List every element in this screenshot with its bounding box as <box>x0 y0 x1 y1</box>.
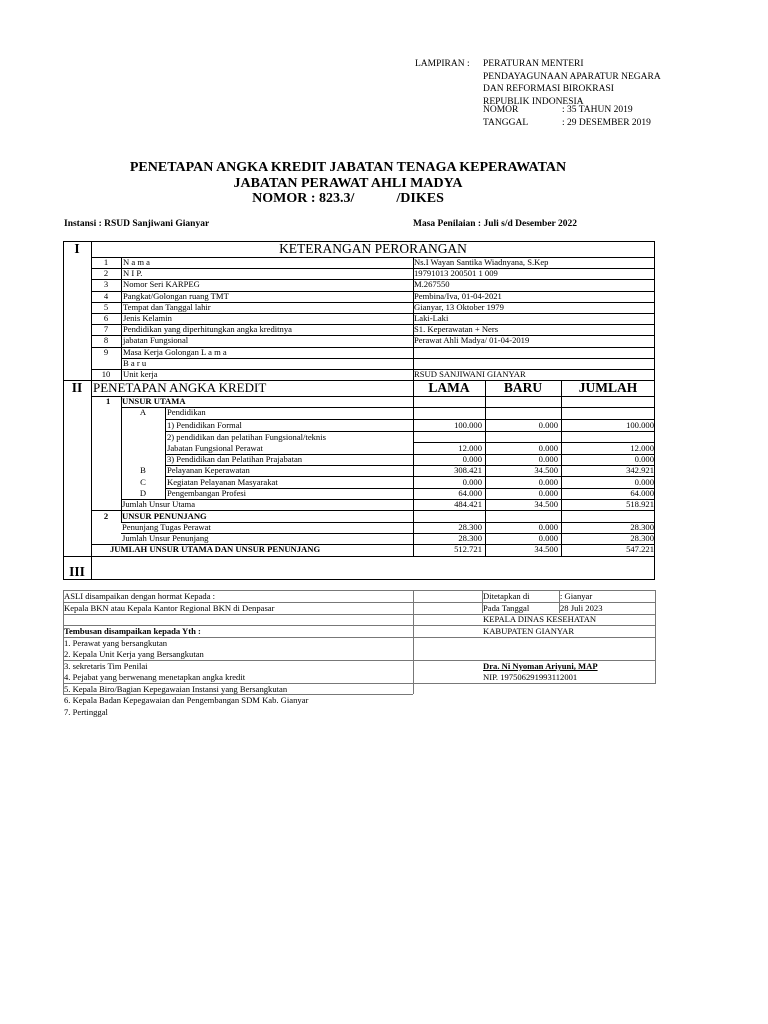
c-lama: 0.000 <box>462 477 482 487</box>
jumlah-penunjang-baru: 0.000 <box>538 533 558 543</box>
lampiran-line-1: PERATURAN MENTERI <box>483 59 584 69</box>
instansi-label: Instansi : RSUD Sanjiwani Gianyar <box>64 219 210 229</box>
section-1-row-no: 8 <box>103 335 109 346</box>
lampiran-tanggal-label: TANGGAL <box>483 118 529 128</box>
row-divider-line <box>121 358 655 359</box>
pend-fungsional-jumlah: 12.000 <box>630 443 654 453</box>
unsur-utama-no: 1 <box>106 396 111 406</box>
pend-prajabatan-jumlah: 0.000 <box>634 454 654 464</box>
section-1-row-label: Unit kerja <box>123 369 158 379</box>
unsur-penunjang-label: UNSUR PENUNJANG <box>122 511 207 521</box>
section-1-row-value: Gianyar, 13 Oktober 1979 <box>414 301 504 312</box>
b-lama: 308.421 <box>454 465 482 475</box>
ditetapkan-label: Ditetapkan di <box>483 591 530 601</box>
pada-tanggal-value: 28 Juli 2023 <box>560 603 603 613</box>
section-1-row-no: 5 <box>103 301 109 312</box>
pend-fungsional-lama: 12.000 <box>458 443 482 453</box>
asli-label: ASLI disampaikan dengan hormat Kepada : <box>64 591 216 601</box>
unsur-utama-label: UNSUR UTAMA <box>122 396 186 406</box>
document-title-line-2: JABATAN PERAWAT AHLI MADYA <box>233 176 463 191</box>
row-divider-line <box>91 335 655 336</box>
tembusan-label: Tembusan disampaikan kepada Yth : <box>64 626 201 636</box>
row-divider-line <box>91 369 655 370</box>
signer-nip: NIP. 197506291993112001 <box>483 672 578 682</box>
grand-total-baru: 34.500 <box>534 544 558 554</box>
section-1-no-divider <box>121 257 122 380</box>
kabupaten-label: KABUPATEN GIANYAR <box>483 626 575 636</box>
penunjang-tugas-label: Penunjang Tugas Perawat <box>122 522 211 532</box>
grand-total-label: JUMLAH UNSUR UTAMA DAN UNSUR PENUNJANG <box>110 544 321 554</box>
section-1-row-label: N I P. <box>123 268 143 279</box>
d-jumlah: 64.000 <box>630 488 654 498</box>
jumlah-utama-lama: 484.421 <box>454 499 482 509</box>
tembusan-item-1: 1. Perawat yang bersangkutan <box>64 638 168 648</box>
grand-total-jumlah: 547.221 <box>626 544 654 554</box>
a-letter: A <box>139 407 147 417</box>
pend-formal-lama: 100.000 <box>454 420 482 430</box>
d-baru: 0.000 <box>538 488 558 498</box>
row-divider-line <box>91 347 655 348</box>
jumlah-penunjang-label: Jumlah Unsur Penunjang <box>122 533 209 543</box>
section-1-row-no: 4 <box>103 290 109 301</box>
section-2-roman: II <box>71 380 83 395</box>
b-jumlah: 342.921 <box>626 465 654 475</box>
pend-fungsional-line-1: 2) pendidikan dan pelatihan Fungsional/teknis <box>167 432 326 442</box>
d-lama: 64.000 <box>458 488 482 498</box>
section-1-roman: I <box>74 241 80 256</box>
pend-prajabatan-lama: 0.000 <box>462 454 482 464</box>
lampiran-tanggal-value: : 29 DESEMBER 2019 <box>562 118 651 128</box>
document-title-line-1: PENETAPAN ANGKA KREDIT JABATAN TENAGA KEPERAWATAN <box>129 160 567 175</box>
tembusan-item-6: 6. Kepala Badan Kepegawaian dan Pengembangan SDM Kab. Gianyar <box>64 695 309 705</box>
unsur-penunjang-no: 2 <box>103 511 109 521</box>
section-1-row-no: 9 <box>103 346 109 357</box>
pend-fungsional-line-2: Jabatan Fungsional Perawat <box>167 443 263 453</box>
b-baru: 34.500 <box>534 465 558 475</box>
lampiran-line-2: PENDAYAGUNAAN APARATUR NEGARA <box>483 71 661 82</box>
section-1-row-value: Pembina/Iva, 01-04-2021 <box>414 290 502 301</box>
pend-formal-baru: 0.000 <box>538 420 558 430</box>
section-1-row-label: B a r u <box>123 357 147 368</box>
section-1-heading: KETERANGAN PERORANGAN <box>279 241 467 256</box>
lampiran-line-4: REPUBLIK INDONESIA <box>483 96 584 107</box>
section-1-row-value: Ns.I Wayan Santika Wiadnyana, S.Kep <box>414 257 549 267</box>
section-1-row-value: S1. Keperawatan + Ners <box>414 324 499 335</box>
lampiran-nomor-value: : 35 TAHUN 2019 <box>562 105 633 116</box>
section-1-row-no: 3 <box>103 279 109 290</box>
row-divider-line <box>91 279 655 280</box>
signer-name: Dra. Ni Nyoman Ariyuni, MAP <box>483 661 598 671</box>
section-1-row-label: jabatan Fungsional <box>123 335 189 346</box>
footer-col-rule <box>413 590 414 694</box>
pend-prajabatan-baru: 0.000 <box>538 454 558 464</box>
section-2-heading: PENETAPAN ANGKA KREDIT <box>93 380 267 395</box>
penunjang-tugas-baru: 0.000 <box>538 522 558 532</box>
section-1-row-no: 1 <box>103 257 109 267</box>
section-1-row-value: M.267550 <box>414 279 450 290</box>
row-divider-line <box>91 313 655 314</box>
c-baru: 0.000 <box>538 477 558 487</box>
lampiran-label: LAMPIRAN : <box>415 59 470 69</box>
row-divider-line <box>91 302 655 303</box>
section-1-row-label: Pangkat/Golongan ruang TMT <box>123 290 229 301</box>
kepala-dinas-label: KEPALA DINAS KESEHATAN <box>483 614 597 624</box>
lampiran-line-3: DAN REFORMASI BIROKRASI <box>483 84 614 95</box>
c-letter: C <box>140 477 146 487</box>
tembusan-item-4: 4. Pejabat yang berwenang menetapkan angka kredit <box>64 672 246 682</box>
section-1-row-no: 7 <box>103 324 109 335</box>
jumlah-penunjang-lama: 28.300 <box>458 533 482 543</box>
jumlah-utama-jumlah: 518.921 <box>626 499 654 509</box>
kepala-bkn-label: Kepala BKN atau Kepala Kantor Regional BKN di Denpasar <box>64 603 275 613</box>
section-1-row-value: RSUD SANJIWANI GIANYAR <box>414 369 526 379</box>
section-3-roman: III <box>69 564 85 579</box>
tembusan-item-7: 7. Pertinggal <box>64 707 108 717</box>
footer-col-rule <box>655 590 656 684</box>
tembusan-item-3: 3. sekretaris Tim Penilai <box>64 661 148 671</box>
col-baru-header: BARU <box>503 380 543 395</box>
section-1-row-value: 19791013 200501 1 009 <box>414 268 498 279</box>
section-1-row-label: Pendidikan yang diperhitungkan angka kreditnya <box>123 324 292 335</box>
section-1-row-value: Perawat Ahli Madya/ 01-04-2019 <box>414 335 530 346</box>
masa-penilaian-label: Masa Penilaian : Juli s/d Desember 2022 <box>413 219 577 229</box>
d-label: Pengembangan Profesi <box>167 488 246 498</box>
section-1-row-no: 2 <box>103 268 109 279</box>
section-1-row-label: N a m a <box>123 257 150 267</box>
b-letter: B <box>140 465 146 475</box>
c-jumlah: 0.000 <box>634 477 654 487</box>
pend-prajabatan-label: 3) Pendidikan dan Pelatihan Prajabatan <box>167 454 303 464</box>
jumlah-utama-label: Jumlah Unsur Utama <box>122 499 196 509</box>
jumlah-utama-baru: 34.500 <box>534 499 558 509</box>
pend-formal-label: 1) Pendidikan Formal <box>167 420 242 430</box>
document-title-nomor: NOMOR : 823.3/ /DIKES <box>252 191 444 206</box>
section-1-row-no: 6 <box>103 313 109 323</box>
d-letter: D <box>139 488 147 498</box>
tembusan-item-5: 5. Kepala Biro/Bagian Kepegawaian Instansi yang Bersangkutan <box>64 684 288 694</box>
penunjang-tugas-lama: 28.300 <box>458 522 482 532</box>
col-lama-header: LAMA <box>428 380 470 395</box>
section-1-heading-line <box>91 257 655 258</box>
jumlah-penunjang-jumlah: 28.300 <box>630 533 654 543</box>
section-1-row-value: Laki-Laki <box>414 313 449 323</box>
section-1-row-no: 10 <box>101 369 111 379</box>
pendidikan-label: Pendidikan <box>167 407 206 417</box>
b-label: Pelayanan Keperawatan <box>167 465 250 475</box>
pend-formal-jumlah: 100.000 <box>626 420 654 430</box>
row-divider-line <box>91 268 655 269</box>
col-jumlah-header: JUMLAH <box>578 380 638 395</box>
tembusan-item-2: 2. Kepala Unit Kerja yang Bersangkutan <box>64 649 204 659</box>
section-1-row-label: Masa Kerja Golongan L a m a <box>123 346 227 357</box>
penunjang-tugas-jumlah: 28.300 <box>630 522 654 532</box>
section-1-row-label: Tempat dan Tanggal lahir <box>123 301 211 312</box>
section-3-top-line <box>63 556 655 557</box>
section-1-row-label: Jenis Kelamin <box>123 313 172 323</box>
pend-fungsional-baru: 0.000 <box>538 443 558 453</box>
ditetapkan-value: : Gianyar <box>560 591 593 601</box>
lampiran-nomor-label: NOMOR <box>483 105 519 116</box>
section-1-row-label: Nomor Seri KARPEG <box>123 279 200 290</box>
pada-tanggal-label: Pada Tanggal <box>483 603 530 613</box>
row-divider-line <box>91 324 655 325</box>
grand-total-lama: 512.721 <box>454 544 482 554</box>
c-label: Kegiatan Pelayanan Masyarakat <box>167 477 278 487</box>
row-divider-line <box>91 291 655 292</box>
